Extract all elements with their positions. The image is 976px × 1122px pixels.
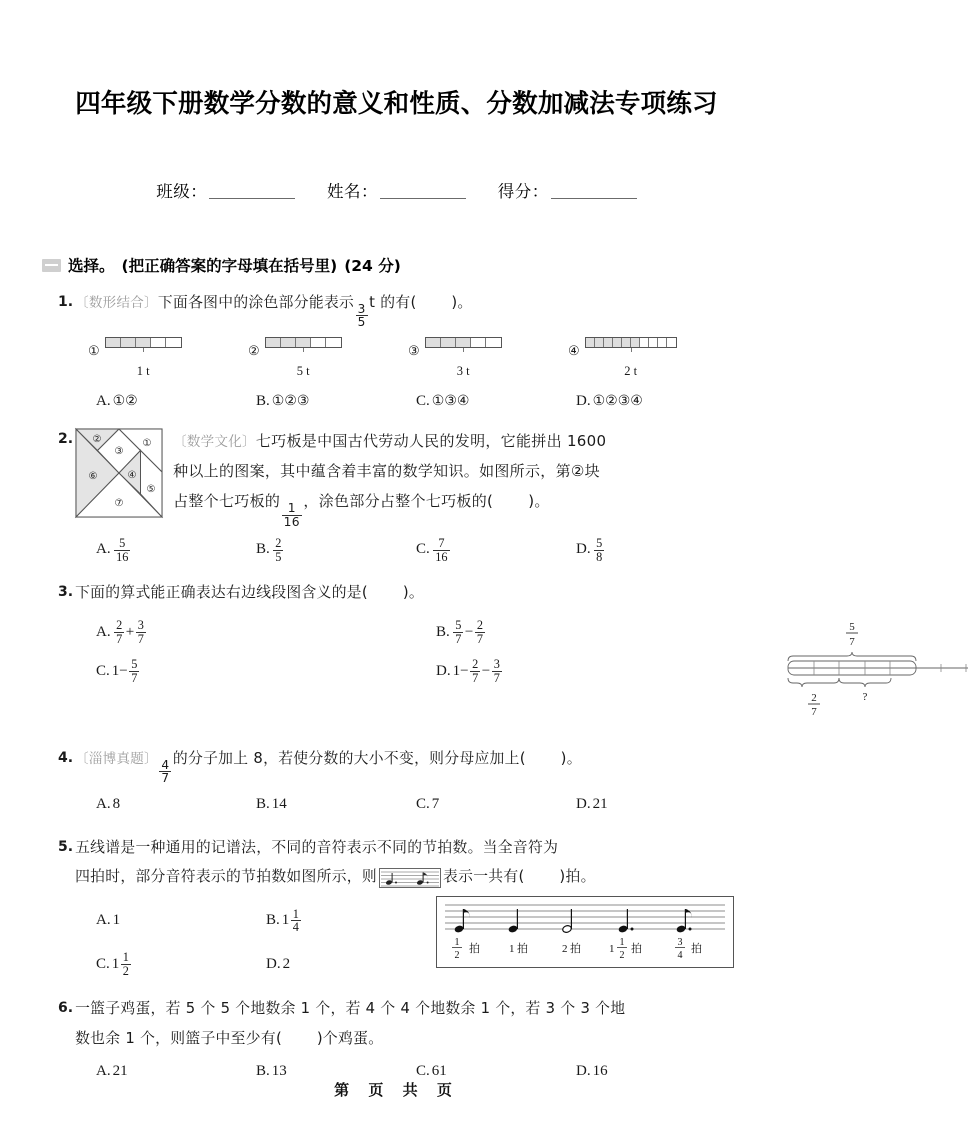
question-1 (36, 289, 757, 416)
question-5-text (75, 834, 757, 863)
section-points: (24 分) (344, 257, 401, 275)
question-3-options-row1 (96, 618, 776, 647)
question-1-stem-end: )。 (451, 294, 473, 311)
question-6 (36, 995, 757, 1087)
question-3-option-b[interactable]: B. $\frac{5}{7}$ − $\frac{2}{7}$ (436, 618, 484, 646)
bar-figure-3-label: 3 t (456, 363, 470, 378)
svg-text:7: 7 (811, 705, 817, 718)
bar-figure-4-index: ④ (568, 342, 580, 358)
bar-figure-2-label: 5 t (296, 363, 310, 378)
question-5 (36, 834, 757, 979)
question-2-number: 2. (58, 431, 74, 448)
question-4-option-c[interactable]: C. 7 (416, 796, 440, 813)
svg-text:5: 5 (849, 620, 855, 633)
svg-text:③: ③ (114, 446, 124, 458)
question-2 (36, 426, 757, 565)
question-2-option-b[interactable]: B. $\frac{2}{5}$ (256, 536, 282, 564)
question-5-option-b[interactable]: B. 1 $\frac{1}{4}$ (266, 906, 299, 935)
question-5-option-c[interactable]: C. 1 $\frac{1}{2}$ (96, 950, 129, 978)
page-footer: 第 页 共 页 (334, 1081, 459, 1099)
question-1-number: 1. (58, 294, 74, 310)
student-info-row (36, 178, 757, 202)
page-title: 四年级下册数学分数的意义和性质、分数加减法专项练习 (75, 89, 718, 119)
question-5-options-row1 (96, 906, 436, 935)
svg-text:拍: 拍 (469, 943, 480, 956)
svg-text:7: 7 (849, 635, 855, 648)
svg-text:⑤: ⑤ (146, 484, 156, 496)
question-1-answer-blank[interactable] (417, 294, 452, 311)
question-1-options (96, 387, 757, 416)
question-2-answer-blank[interactable] (493, 492, 528, 510)
score-field (498, 178, 637, 202)
class-field (156, 178, 295, 202)
name-blank[interactable] (380, 198, 466, 199)
section-hint: (把正确答案的字母填在括号里) (121, 257, 338, 275)
section-marker-icon (42, 259, 61, 272)
question-6-option-b[interactable]: B. 13 (256, 1063, 287, 1080)
bar-figure-4-label: 2 t (624, 363, 638, 378)
question-4-number: 4. (58, 749, 74, 766)
bar-figure-3 (408, 337, 568, 383)
question-1-text (75, 289, 757, 329)
question-1-fraction: $\frac{3}{5}$ (357, 301, 366, 330)
svg-text:④: ④ (127, 470, 137, 482)
question-1-option-d[interactable]: D. ①②③④ (576, 392, 643, 409)
question-3-number-line-figure (776, 610, 976, 723)
question-4-fraction: $\frac{4}{7}$ (161, 757, 170, 785)
question-2-line1: 七巧板是中国古代劳动人民的发明，它能拼出 1600 (255, 432, 607, 451)
music-staff-box (436, 896, 734, 968)
question-4-answer-blank[interactable] (526, 750, 561, 767)
question-2-option-d[interactable]: D. $\frac{5}{8}$ (576, 536, 603, 564)
question-5-option-d[interactable]: D. 2 (266, 955, 291, 972)
question-5-options-row2 (96, 950, 436, 979)
question-6-line2: 数也余 1 个，则篮子中至少有( )个鸡蛋。 (75, 1029, 384, 1047)
svg-text:⑥: ⑥ (88, 471, 98, 483)
class-blank[interactable] (209, 198, 295, 199)
svg-text:1: 1 (619, 937, 625, 949)
question-5-option-a[interactable]: A. 1 (96, 912, 121, 929)
svg-text:拍: 拍 (691, 943, 702, 956)
svg-text:拍: 拍 (570, 943, 581, 956)
bar-figure-2 (248, 337, 408, 383)
inline-music-staff-icon (379, 868, 441, 888)
bar-figure-3-bar (425, 337, 502, 348)
question-6-answer-blank[interactable] (282, 1030, 317, 1047)
question-3-answer-blank[interactable] (368, 584, 403, 601)
svg-text:拍: 拍 (517, 943, 528, 956)
svg-text:拍: 拍 (631, 943, 642, 956)
tangram-figure (75, 428, 163, 529)
question-3-option-c[interactable]: C. 1 − $\frac{5}{7}$ (96, 657, 138, 685)
question-6-option-d[interactable]: D. 16 (576, 1063, 608, 1080)
question-3 (36, 579, 868, 723)
svg-text:2: 2 (619, 950, 625, 962)
bar-figure-2-bar (265, 337, 342, 348)
section-header-choice (42, 254, 757, 276)
question-1-figures (88, 337, 757, 383)
question-4 (36, 745, 757, 820)
question-4-text: 〔淄博真题〕 $\frac{4}{7}$ 的分子加上 8，若使分数的大小不变，则分母应加上( )。 (75, 749, 582, 785)
question-2-line3: 占整个七巧板的 $\frac{1}{16}$ ，涂色部分占整个七巧板的( )。 (173, 492, 550, 529)
svg-text:1: 1 (609, 943, 615, 956)
question-5-answer-blank[interactable] (525, 868, 560, 885)
question-2-tag: 〔数学文化〕 (173, 434, 256, 451)
svg-text:4: 4 (677, 950, 683, 962)
svg-text:①: ① (142, 438, 152, 450)
question-6-line1: 一篮子鸡蛋，若 5 个 5 个地数余 1 个，若 4 个 4 个地数余 1 个，若 3 个 3 个地 (75, 999, 626, 1017)
score-blank[interactable] (551, 198, 637, 199)
question-3-option-a[interactable]: A. $\frac{2}{7}$ + $\frac{3}{7}$ (96, 618, 144, 646)
name-field (327, 178, 466, 202)
question-4-option-b[interactable]: B. 14 (256, 796, 287, 813)
section-label: 选择。 (68, 257, 115, 275)
question-2-option-a[interactable]: A. $\frac{5}{16}$ (96, 536, 129, 564)
question-3-option-d[interactable]: D. 1 − $\frac{2}{7}$ − $\frac{3}{7}$ (436, 657, 500, 685)
question-2-text (173, 426, 757, 529)
question-4-tag: 〔淄博真题〕 (75, 750, 158, 767)
svg-text:2: 2 (811, 691, 817, 704)
question-2-line2: 种以上的图案，其中蕴含着丰富的数学知识。如图所示，第②块 (173, 462, 600, 481)
question-5-number: 5. (58, 838, 74, 855)
bar-figure-1-label: 1 t (136, 363, 150, 378)
bar-figure-4 (568, 337, 728, 383)
svg-text:2: 2 (454, 950, 460, 962)
bar-figure-1-bar (105, 337, 182, 348)
question-2-fraction: $\frac{1}{16}$ (283, 501, 300, 529)
svg-text:2: 2 (562, 943, 568, 956)
question-2-option-c[interactable]: C. $\frac{7}{16}$ (416, 536, 448, 564)
svg-text:②: ② (92, 434, 102, 446)
question-5-staff-figure (436, 896, 757, 979)
bar-figure-4-bar (585, 337, 677, 348)
question-3-unknown-label: ? (862, 690, 868, 703)
question-3-number: 3. (58, 583, 74, 600)
question-4-options (96, 790, 757, 819)
question-1-stem: 下面各图中的涂色部分能表示 (157, 294, 355, 311)
question-6-option-a[interactable]: A. 21 (96, 1063, 128, 1080)
question-1-option-a[interactable]: A. ①② (96, 392, 138, 409)
bar-figure-2-index: ② (248, 342, 260, 358)
svg-text:⑦: ⑦ (114, 498, 124, 510)
question-1-option-b[interactable]: B. ①②③ (256, 392, 310, 409)
svg-text:1: 1 (509, 943, 515, 956)
bar-figure-1-index: ① (88, 342, 100, 358)
score-label: 得分： (497, 182, 549, 201)
question-1-tag: 〔数形结合〕 (75, 295, 158, 311)
question-1-option-c[interactable]: C. ①③④ (416, 392, 470, 409)
question-4-option-a[interactable]: A. 8 (96, 796, 121, 813)
question-5-line2: 四拍时，部分音符表示的节拍数如图所示，则 表示一共有( )拍。 (75, 863, 757, 892)
bar-figure-3-index: ③ (408, 342, 420, 358)
question-5-line1: 五线谱是一种通用的记谱法，不同的音符表示不同的节拍数。当全音符为 (75, 838, 559, 856)
question-3-options-row2 (96, 657, 776, 686)
bar-figure-1 (88, 337, 248, 383)
svg-text:1: 1 (454, 937, 460, 949)
question-1-stem-after: t 的有( (369, 294, 417, 311)
name-label: 姓名： (327, 182, 378, 201)
class-label: 班级： (156, 182, 208, 201)
question-2-options (96, 535, 757, 564)
question-6-option-c[interactable]: C. 61 (416, 1063, 447, 1080)
question-4-option-d[interactable]: D. 21 (576, 796, 608, 813)
svg-text:3: 3 (677, 937, 683, 949)
question-3-text: 下面的算式能正确表达右边线段图含义的是( )。 (75, 583, 424, 601)
question-6-number: 6. (58, 999, 74, 1016)
